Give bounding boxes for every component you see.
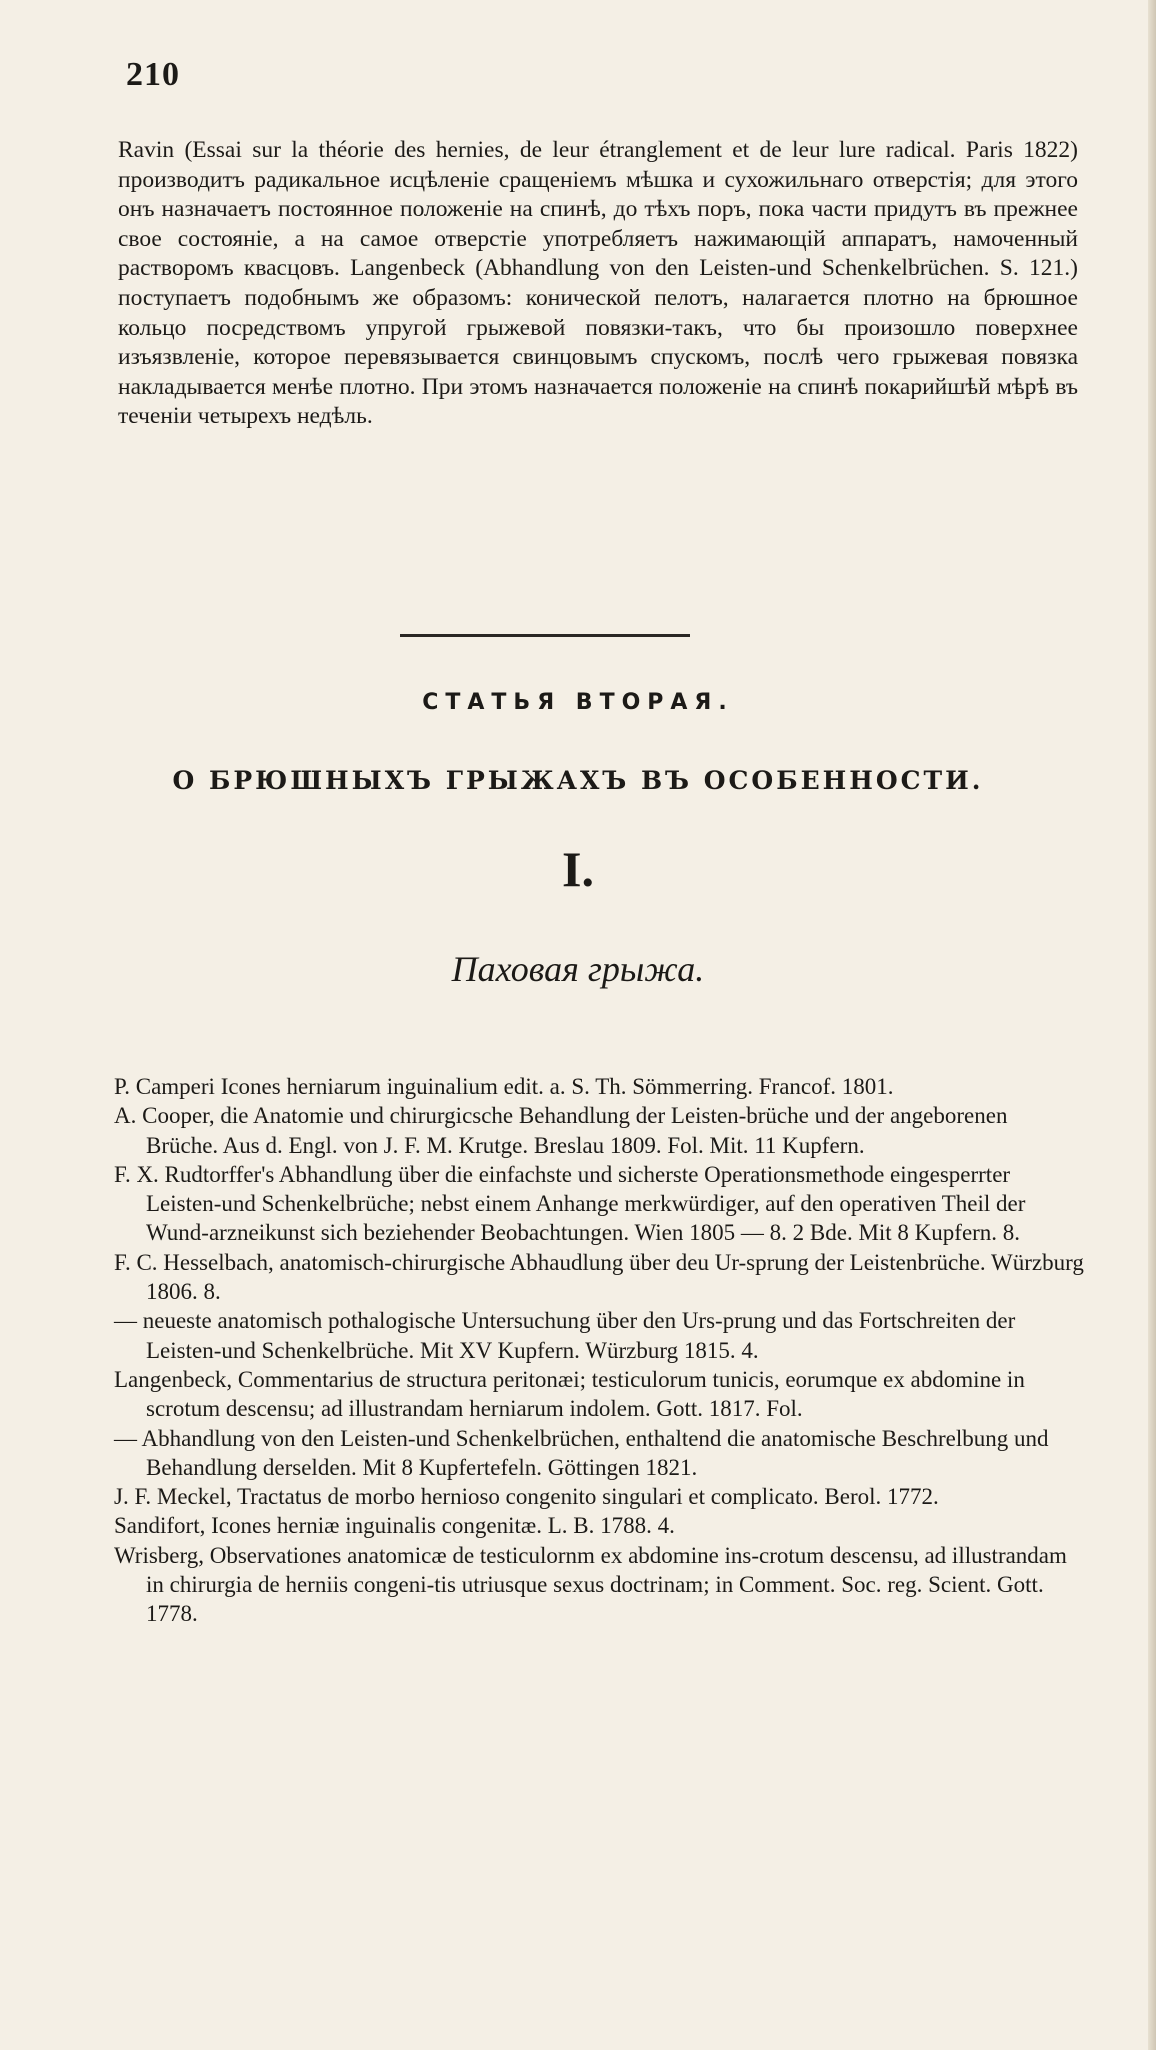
bibliography-entry: Langenbeck, Commentarius de structura peritonæi; testiculorum tunicis, eorumque ex abdomine in scrotum descensu; ad illustrandam herniarum indolem. Gott. 1817. Fol. (114, 1366, 1025, 1422)
section-title: Паховая грыжа. (451, 949, 705, 989)
bibliography-entry: — Abhandlung von den Leisten-und Schenkelbrüchen, enthaltend die anatomische Beschrelbung und Behandlung derselden. Mit 8 Kupfertefeln. Göttingen 1821. (114, 1425, 1049, 1480)
bibliography-entry: Wrisberg, Observationes anatomicæ de testiculornm ex abdomine ins-crotum descensu, ad illustrandam in chirurgia de herniis congeni-tis utriusque sexus doctrinam; in Comment. Soc. reg. Scient. Gott. 1778. (114, 1542, 1067, 1627)
body-paragraph (118, 136, 1078, 432)
bibliography-entry: F. X. Rudtorffer's Abhandlung über die einfachste und sicherste Operationsmethode eingesperrter Leisten-und Schenkelbrüche; nebst einem Anhange merkwürdiger, auf den operativen Theil der Wund-arzneikunst sich beziehender Beobachtungen. Wien 1805 — 8. 2 Bde. Mit 8 Kupfern. 8. (114, 1161, 1026, 1246)
paragraph-text: Ravin (Essai sur la théorie des hernies, de leur étranglement et de leur lure radical. Paris 1822) производитъ радикальное исцѣленіе сращеніемъ мѣшка и сухожильнаго отверстія; для этого онъ назначаетъ постоянное положеніе на спинѣ, до тѣхъ поръ, пока части придутъ въ прежнее свое состояніе, а на самое отверстіе употребляетъ нажимающій аппаратъ, намоченный растворомъ квасцовъ. Langenbeck (Abhandlung von den Leisten-und Schenkelbrüchen. S. 121.) поступаетъ подобнымъ же образомъ: конической пелотъ, налагается плотно на брюшное кольцо посредствомъ упругой грыжевой повязки-такъ, что бы произошло поверхнее изъязвленіе, которое перевязывается свинцовымъ спускомъ, послѣ чего грыжевая повязка накладывается менѣе плотно. При этомъ назначается положеніе на спинѣ покарийшѣй мѣрѣ въ теченіи четырехъ недѣль. (118, 137, 1078, 430)
bibliography-entry: — neueste anatomisch pothalogische Untersuchung über den Urs-prung und das Fortschreiten der Leisten-und Schenkelbrüche. Mit XV Kupfern. Würzburg 1815. 4. (114, 1308, 1016, 1363)
bibliography-entry: J. F. Meckel, Tractatus de morbo hernioso congenito singulari et complicato. Berol. 1772. (114, 1484, 939, 1510)
page-edge-shadow (1148, 0, 1156, 2050)
chapter-heading: О БРЮШНЫХЪ ГРЫЖАХЪ ВЪ ОСОБЕННОСТИ. (172, 766, 984, 795)
article-heading: СТАТЬЯ ВТОРАЯ. (422, 690, 734, 715)
bibliography-entry: Sandifort, Icones herniæ inguinalis congenitæ. L. B. 1788. 4. (114, 1513, 675, 1539)
bibliography-list (114, 1072, 1084, 1629)
bibliography-entry: F. C. Hesselbach, anatomisch-chirurgische Abhaudlung über deu Ur-sprung der Leistenbrüche. Würzburg 1806. 8. (114, 1249, 1084, 1305)
page-number: 210 (126, 56, 180, 93)
section-number: I. (562, 841, 594, 897)
section-divider (400, 634, 690, 637)
bibliography-entry: P. Camperi Icones herniarum inguinalium edit. a. S. Th. Sömmerring. Francof. 1801. (114, 1074, 894, 1099)
bibliography-entry: A. Cooper, die Anatomie und chirurgicsche Behandlung der Leisten-brüche und der angeborenen Brüche. Aus d. Engl. von J. F. M. Krutge. Breslau 1809. Fol. Mit. 11 Kupfern. (114, 1103, 1008, 1158)
